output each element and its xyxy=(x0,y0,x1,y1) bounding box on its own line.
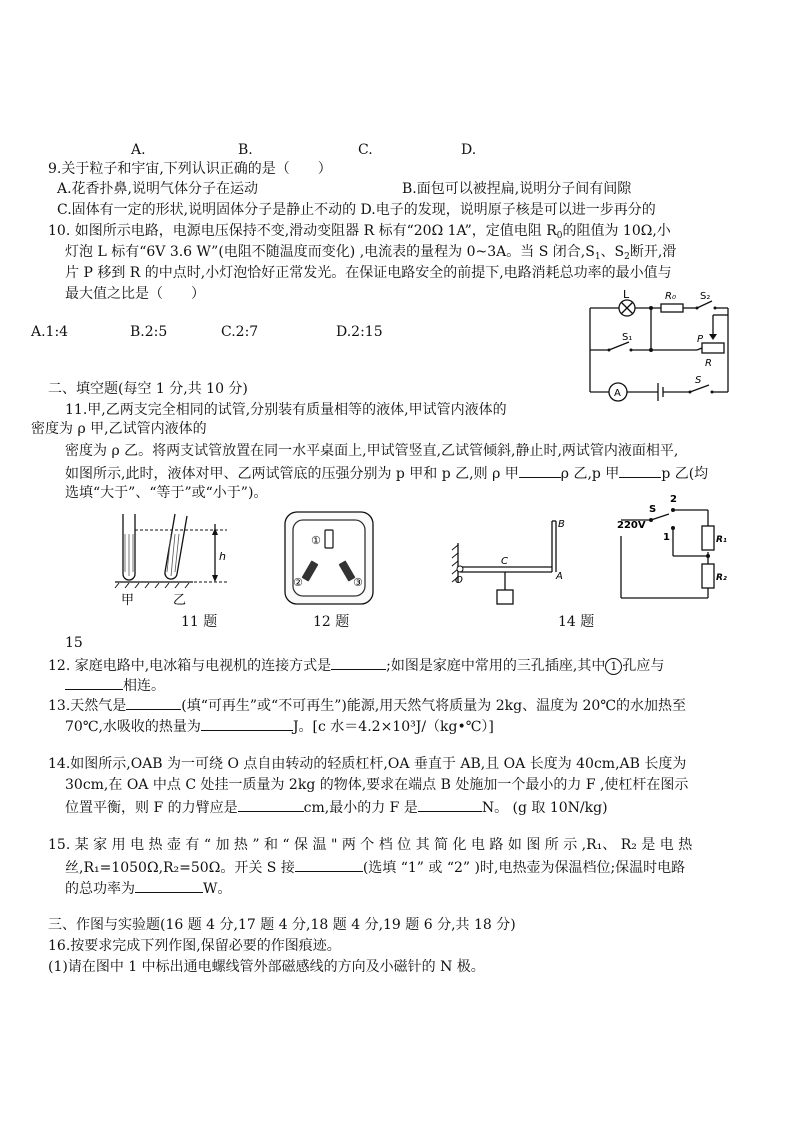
question-10-line: 最大值之比是（ ） xyxy=(65,286,205,302)
answer-blank[interactable] xyxy=(65,675,123,690)
height-label: h xyxy=(219,550,226,563)
s1-label: S₁ xyxy=(622,332,633,343)
question-11-line: 密度为 ρ 甲,乙试管内液体的 xyxy=(31,421,207,437)
question-14-line: 30cm,在 OA 中点 C 处挂一质量为 2kg 的物体,要求在端点 B 处施加一个最小的力 F ,使杠杆在图示 xyxy=(65,777,689,793)
figure-14-caption: 14 题 xyxy=(558,614,595,630)
tube-jia-label: 甲 xyxy=(121,593,135,608)
question-12-line: 12. 家庭电路中,电冰箱与电视机的连接方式是 ;如图是家庭中常用的三孔插座,其中 1 孔应与 xyxy=(48,655,664,675)
answer-blank[interactable] xyxy=(201,716,293,731)
question-10-option: A.1:4 xyxy=(31,324,69,340)
point-b-label: B xyxy=(558,519,565,530)
figure-15-circuit xyxy=(613,492,743,608)
question-11-line: 如图所示,此时，液体对甲、乙两试管底的压强分别为 p 甲和 p 乙,则 ρ 甲 ρ 乙,p 甲 p 乙(均 xyxy=(65,463,708,483)
hole-3-label: ③ xyxy=(353,576,363,589)
answer-blank[interactable] xyxy=(295,857,363,872)
figure-12-socket xyxy=(283,510,375,608)
tube-yi-label: 乙 xyxy=(173,593,187,608)
question-10-circuit-figure xyxy=(585,290,735,405)
s2-label: S₂ xyxy=(700,291,711,302)
choice-label: A. xyxy=(131,142,146,158)
voltage-label: 220V xyxy=(617,520,646,531)
ammeter-label: A xyxy=(614,388,621,399)
question-11-line: 选填“大于”、“等于”或“小于”)。 xyxy=(65,485,268,501)
figure-14-lever xyxy=(445,515,575,610)
section-3-title: 三、作图与实验题(16 题 4 分,17 题 4 分,18 题 4 分,19 题 6 分,共 18 分) xyxy=(48,917,516,933)
section-2-title: 二、填空题(每空 1 分,共 10 分) xyxy=(48,381,248,397)
question-16-part-1: (1)请在图中 1 中标出通电螺线管外部磁感线的方向及小磁针的 N 极。 xyxy=(48,959,485,975)
choice-label: D. xyxy=(461,142,477,158)
point-a-label: A xyxy=(556,571,563,582)
slider-label: P xyxy=(697,334,704,345)
question-10-line: 灯泡 L 标有“6V 3.6 W”(电阻不随温度而变化) ,电流表的量程为 0~3A。当 S 闭合$,S_1$、$S_2$断开,滑 xyxy=(65,244,677,262)
r2-label: R₂ xyxy=(716,573,727,583)
r0-label: R₀ xyxy=(665,291,676,302)
point-o-label: O xyxy=(455,575,463,586)
hole-2-label: ② xyxy=(293,576,303,589)
figure-11-caption: 11 题 xyxy=(181,614,218,630)
hole-1-label: ① xyxy=(311,534,321,547)
question-12-line: 相连。 xyxy=(65,675,165,695)
question-9-option-b: B.面包可以被捏扁,说明分子间有间隙 xyxy=(402,181,632,197)
r1-label: R₁ xyxy=(716,535,727,545)
lamp-label: L xyxy=(623,288,630,301)
contact-1-label: 1 xyxy=(663,532,670,543)
question-15-line: 丝,R₁=1050Ω,R₂=50Ω。开关 S 接 (选填 “1” 或 “2” )时,电热壶为保温档位;保温时电路 xyxy=(65,857,685,877)
question-9-stem: 9.关于粒子和宇宙,下列认识正确的是（ ） xyxy=(48,161,332,177)
question-10-option: B.2:5 xyxy=(130,324,168,340)
contact-2-label: 2 xyxy=(670,494,677,505)
answer-blank[interactable] xyxy=(238,797,304,812)
figure-12-caption: 12 题 xyxy=(313,614,350,630)
answer-blank[interactable] xyxy=(418,797,482,812)
question-9-option-cd: C.固体有一定的形状,说明固体分子是静止不动的 D.电子的发现，说明原子核是可以进一步再分的 xyxy=(57,202,656,218)
switch-label: S xyxy=(695,375,702,386)
rheostat-label: R xyxy=(705,358,712,369)
answer-blank[interactable] xyxy=(126,695,181,710)
question-11-line: 11.甲,乙两支完全相同的试管,分别装有质量相等的液体,甲试管内液体的 xyxy=(65,402,507,418)
question-10-line: 10. 如图所示电路，电源电压保持不变,滑动变阻器 R 标有“20Ω 1A”，定值电阻 $R_0$的阻值为 10Ω,小 xyxy=(48,223,671,241)
choice-label: C. xyxy=(358,142,373,158)
answer-blank[interactable] xyxy=(619,463,661,478)
question-13-line: 13.天然气是 (填“可再生”或“不可再生”)能源,用天然气将质量为 2kg、温度为 20℃的水加热至 xyxy=(48,695,686,715)
question-15-line: 的总功率为 W。 xyxy=(65,878,231,898)
switch-s-label: S xyxy=(649,504,657,515)
question-10-option: D.2:15 xyxy=(336,324,383,340)
question-11-line: 密度为 ρ 乙。将两支试管放置在同一水平桌面上,甲试管竖直,乙试管倾斜,静止时,两试管内液面相平, xyxy=(65,443,679,459)
question-9-option-a: A.花香扑鼻,说明气体分子在运动 xyxy=(57,181,259,197)
point-c-label: C xyxy=(501,556,508,567)
question-13-line: 70℃,水吸收的热量为 J。[c 水＝4.2×10³J/（kg•℃）] xyxy=(65,716,494,736)
answer-blank[interactable] xyxy=(135,878,203,893)
figure-15-caption: 15 xyxy=(65,635,83,651)
question-14-line: 位置平衡，则 F 的力臂应是 cm,最小的力 F 是 N。 (g 取 10N/kg) xyxy=(65,797,608,817)
question-15-line: 15. 某 家 用 电 热 壶 有 “ 加 热 ” 和 “ 保 温 " 两 个 档 位 其 简 化 电 路 如 图 所 示 ,R₁、 R₂ 是 电 热 xyxy=(48,837,693,853)
answer-blank[interactable] xyxy=(519,463,561,478)
hole-number-circle: 1 xyxy=(605,658,622,675)
choice-label: B. xyxy=(238,142,253,158)
question-10-line: 片 P 移到 R 的中点时,小灯泡恰好正常发光。在保证电路安全的前提下,电路消耗总功率的最小值与 xyxy=(65,265,672,281)
question-10-option: C.2:7 xyxy=(221,324,259,340)
question-16-stem: 16.按要求完成下列作图,保留必要的作图痕迹。 xyxy=(48,938,341,954)
answer-blank[interactable] xyxy=(331,655,386,670)
figure-11-test-tubes xyxy=(115,512,240,612)
question-14-line: 14.如图所示,OAB 为一可绕 O 点自由转动的轻质杠杆,OA 垂直于 AB,且 OA 长度为 40cm,AB 长度为 xyxy=(48,756,687,772)
